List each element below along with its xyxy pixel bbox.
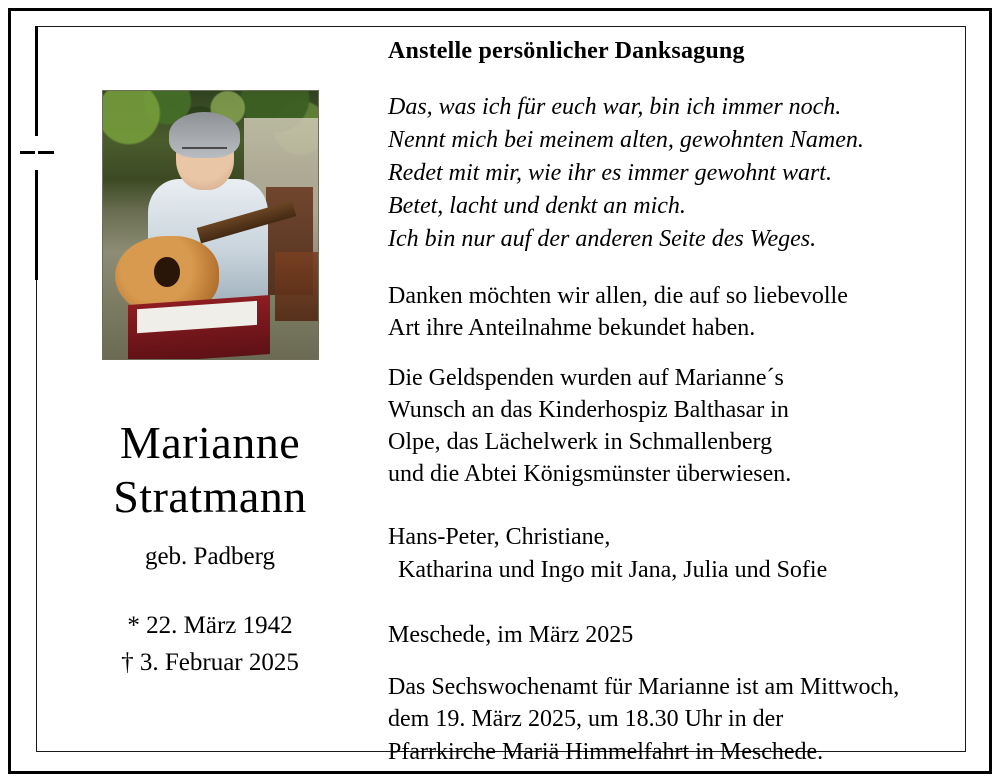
photo-chair: [275, 252, 318, 322]
thanks-line: Art ihre Anteilnahme bekundet haben.: [388, 315, 756, 342]
birth-date: * 22. März 1942: [127, 611, 293, 639]
headline: Anstelle persönlicher Danksagung: [388, 38, 745, 64]
donations-line: und die Abtei Königsmünster überwiesen.: [388, 460, 792, 487]
poem-line: Das, was ich für euch war, bin ich immer noch.: [388, 94, 842, 120]
right-column: [388, 38, 948, 768]
photo-guitar-soundhole: [154, 257, 180, 286]
family-line: Hans-Peter, Christiane,: [388, 523, 611, 550]
photo-person-glasses: [182, 147, 227, 160]
cross-gap: [35, 136, 38, 170]
service-line: dem 19. März 2025, um 18.30 Uhr in der: [388, 706, 784, 733]
thanks-paragraph: [388, 281, 948, 345]
poem: [388, 91, 948, 255]
service-line: Pfarrkirche Mariä Himmelfahrt in Meschede.: [388, 738, 824, 765]
poem-line: Betet, lacht und denkt an mich.: [388, 192, 686, 219]
left-column: [60, 60, 360, 682]
donations-line: Die Geldspenden wurden auf Marianne´s: [388, 365, 784, 392]
deceased-maiden-name: geb. Padberg: [144, 542, 276, 570]
donations-line: Olpe, das Lächelwerk in Schmallenberg: [388, 429, 773, 455]
poem-line: Redet mit mir, wie ihr es immer gewohnt wart.: [388, 159, 832, 186]
memorial-service-info: [388, 671, 948, 768]
poem-line: Nennt mich bei meinem alten, gewohnten Namen.: [388, 126, 864, 153]
thanks-line: Danken möchten wir allen, die auf so liebevolle: [388, 283, 848, 310]
family-signature: [388, 521, 948, 588]
family-line: Katharina und Ingo mit Jana, Julia und Sofie: [398, 557, 828, 584]
place-and-date: Meschede, im März 2025: [388, 622, 634, 648]
donations-line: Wunsch an das Kinderhospiz Balthasar in: [388, 397, 789, 424]
cross-icon: [20, 136, 54, 170]
deceased-name: [60, 416, 360, 525]
portrait-photo: [102, 90, 319, 360]
cross-lower-stem: [35, 170, 38, 280]
death-date: † 3. Februar 2025: [121, 649, 299, 677]
deceased-last-name: Stratmann: [113, 471, 307, 523]
deceased-dates: [60, 607, 360, 682]
deceased-first-name: Marianne: [119, 417, 301, 468]
donations-paragraph: [388, 363, 948, 491]
poem-line: Ich bin nur auf der anderen Seite des Weges.: [388, 225, 817, 252]
cross-upper-stem: [35, 26, 38, 136]
service-line: Das Sechswochenamt für Marianne ist am Mittwoch,: [388, 674, 900, 700]
